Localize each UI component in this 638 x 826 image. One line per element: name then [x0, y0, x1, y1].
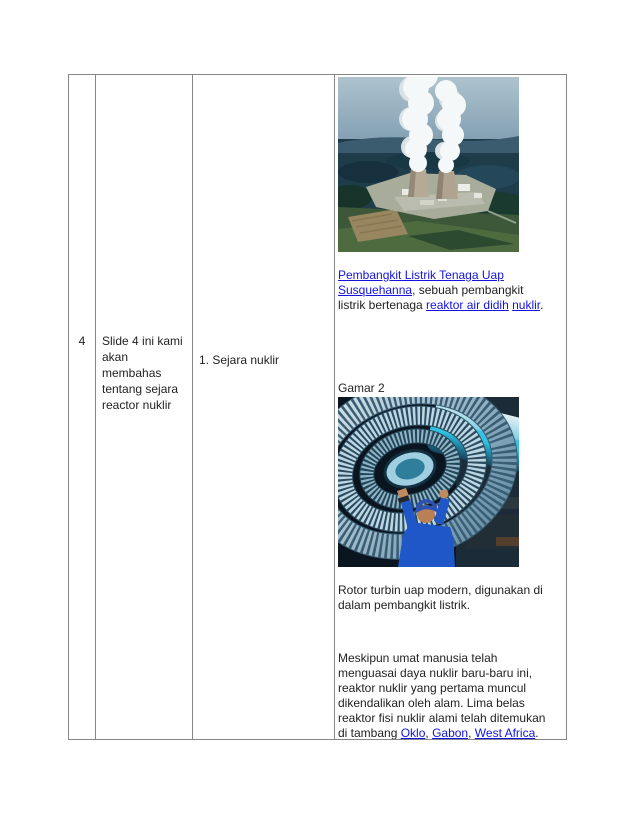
caption1-text: , sebuah pembangkit listrik bertenaga [338, 283, 524, 312]
paragraph-text: Meskipun umat manusia telah menguasai daya nuklir baru-baru ini, reaktor nuklir yang pertama muncul dikendalikan oleh alam. Lima belas reaktor fisi nuklir alami telah ditemukan di tambang [338, 651, 546, 739]
paragraph-separator-1: , [425, 726, 433, 739]
table-cell-slide-number [69, 75, 96, 739]
figure2-label: Gamar 2 [338, 381, 385, 395]
paragraph-period: . [535, 726, 539, 739]
paragraph-separator-2: , [468, 726, 475, 739]
power-plant-photo-illustration [338, 77, 519, 252]
link-oklo[interactable]: Oklo [400, 726, 426, 739]
power-plant-photo [338, 77, 519, 252]
slide-number: 4 [78, 334, 86, 348]
table-cell-content [335, 75, 566, 739]
history-paragraph [338, 651, 553, 739]
figure1-caption [338, 268, 553, 313]
turbine-rotor-photo [338, 397, 519, 567]
slide-notes-text: Slide 4 ini kami akan membahas tentang sejara reactor nuklir [102, 334, 183, 412]
link-west-africa[interactable]: West Africa [474, 726, 536, 739]
link-nuklir[interactable]: nuklir [512, 298, 541, 312]
link-gabon[interactable]: Gabon [432, 726, 469, 739]
link-pembangkit-susquehanna[interactable]: Pembangkit Listrik Tenaga Uap Susquehanna [338, 268, 504, 297]
caption1-period: . [540, 298, 544, 312]
link-reaktor-air-didih[interactable]: reaktor air didih [426, 298, 509, 312]
topic-text: 1. Sejara nuklir [199, 353, 280, 367]
figure2-caption: Rotor turbin uap modern, digunakan di dalam pembangkit listrik. [338, 583, 543, 612]
table-cell-notes [96, 75, 193, 739]
turbine-rotor-photo-illustration [338, 397, 519, 567]
table-cell-topic [193, 75, 335, 739]
content-table [68, 74, 567, 740]
